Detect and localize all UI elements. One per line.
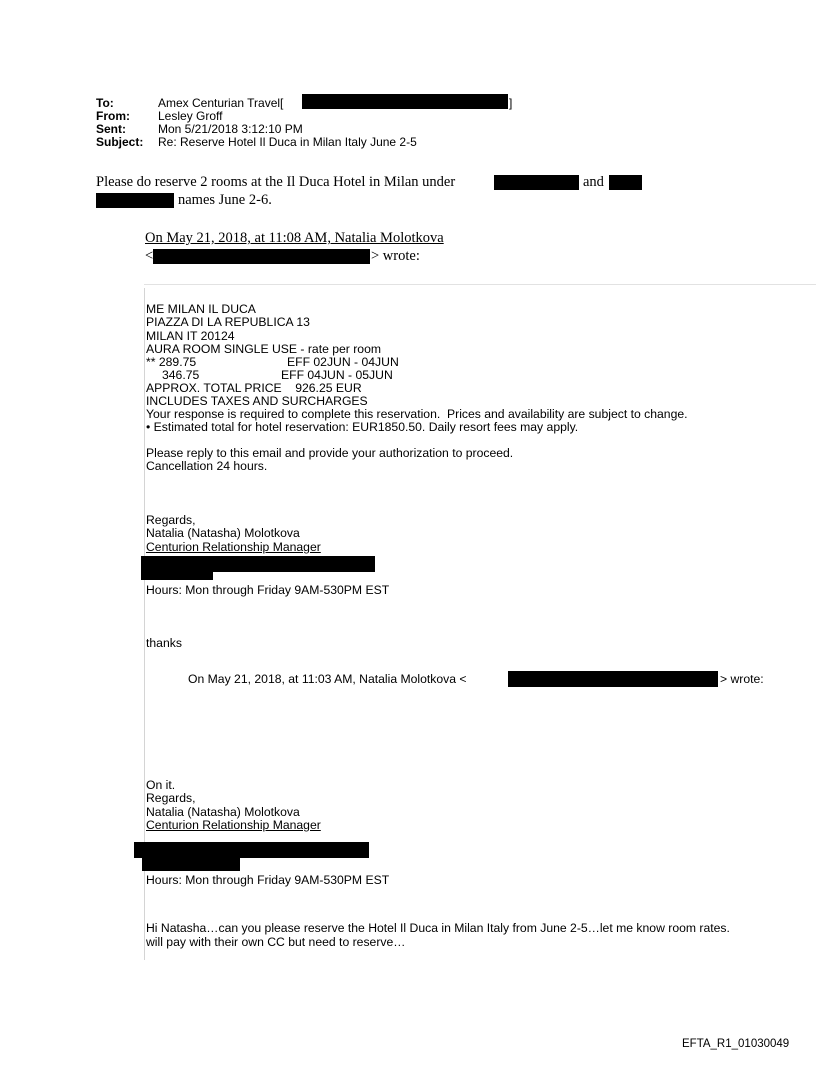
redaction-contact-2 [134,842,369,858]
redaction-sender-email-1 [153,249,370,264]
sig2-name: Natalia (Natasha) Molotkova [146,804,300,819]
rate2-amount: 346.75 [162,368,200,382]
sent-label: Sent: [96,122,126,136]
taxes-line: INCLUDES TAXES AND SURCHARGES [146,394,368,408]
sig1-name: Natalia (Natasha) Molotkova [146,526,300,541]
redaction-to-address [302,94,508,109]
reply-line-1: Please do reserve 2 rooms at the Il Duca Hotel in Milan under [96,174,456,190]
redaction-sender-email-2 [508,671,718,687]
sent-value: Mon 5/21/2018 3:12:10 PM [158,122,303,136]
to-label: To: [96,96,114,110]
reply-request-line: Please reply to this email and provide your authorization to proceed. [146,446,514,460]
rate1-eff: EFF 02JUN - 04JUN [287,355,399,369]
redaction-name-3 [96,193,174,208]
header-subject [96,136,417,149]
quote1-intro: On May 21, 2018, at 11:08 AM, Natalia Molotkova [145,230,444,246]
sig2-hours: Hours: Mon through Friday 9AM-530PM EST [146,873,390,887]
reply-line-2: names June 2-6. [178,192,272,208]
redaction-contact-1b [141,572,213,580]
total-price: APPROX. TOTAL PRICE 926.25 EUR [146,381,362,395]
subject-value: Re: Reserve Hotel Il Duca in Milan Italy June 2-5 [158,135,417,149]
subject-label: Subject: [96,135,144,149]
response-line: Your response is required to complete this reservation. Prices and availability are subject to change. [146,407,688,421]
quote1-wrote: > wrote: [371,248,420,264]
offer-line: PIAZZA DI LA REPUBLICA 13 [146,315,310,330]
offer-block [146,303,381,357]
rate1-amount: ** 289.75 [146,355,197,369]
signature2 [146,779,321,833]
thanks-line: thanks [146,636,182,650]
signature1 [146,514,321,554]
to-value: Amex Centurian Travel[ [158,96,284,110]
cancellation-line: Cancellation 24 hours. [146,459,268,473]
reply-and: and [583,174,604,190]
sig2-title: Centurion Relationship Manager [146,818,321,833]
quote-top-rule [144,284,816,285]
redaction-contact-2b [142,858,240,871]
redaction-contact-1 [141,556,375,572]
quote2-wrote: > wrote: [720,672,764,686]
request-line-1: Hi Natasha…can you please reserve the Hotel Il Duca in Milan Italy from June 2-5…let me know room rates. [146,921,730,935]
sig2-regards: Regards, [146,791,196,806]
request-line-2: will pay with their own CC but need to reserve… [146,935,406,949]
offer-line: MILAN IT 20124 [146,328,235,343]
quote1-lt: < [145,248,154,264]
sig1-title: Centurion Relationship Manager [146,539,321,554]
redaction-name-1 [494,175,579,190]
offer-line: AURA ROOM SINGLE USE - rate per room [146,342,382,357]
sig1-regards: Regards, [146,513,196,527]
redaction-name-2 [609,175,642,190]
offer-line: ME MILAN IL DUCA [146,302,256,316]
from-value: Lesley Groff [158,109,223,123]
rate2-eff: EFF 04JUN - 05JUN [281,368,393,382]
sig1-hours: Hours: Mon through Friday 9AM-530PM EST [146,583,390,597]
sig2-on-it: On it. [146,778,176,792]
bates-number: EFTA_R1_01030049 [682,1038,790,1050]
from-label: From: [96,109,130,123]
quote2-intro: On May 21, 2018, at 11:03 AM, Natalia Molotkova < [188,672,467,686]
estimated-line: • Estimated total for hotel reservation: EUR1850.50. Daily resort fees may apply. [146,420,579,434]
to-close-bracket: ] [509,96,513,110]
